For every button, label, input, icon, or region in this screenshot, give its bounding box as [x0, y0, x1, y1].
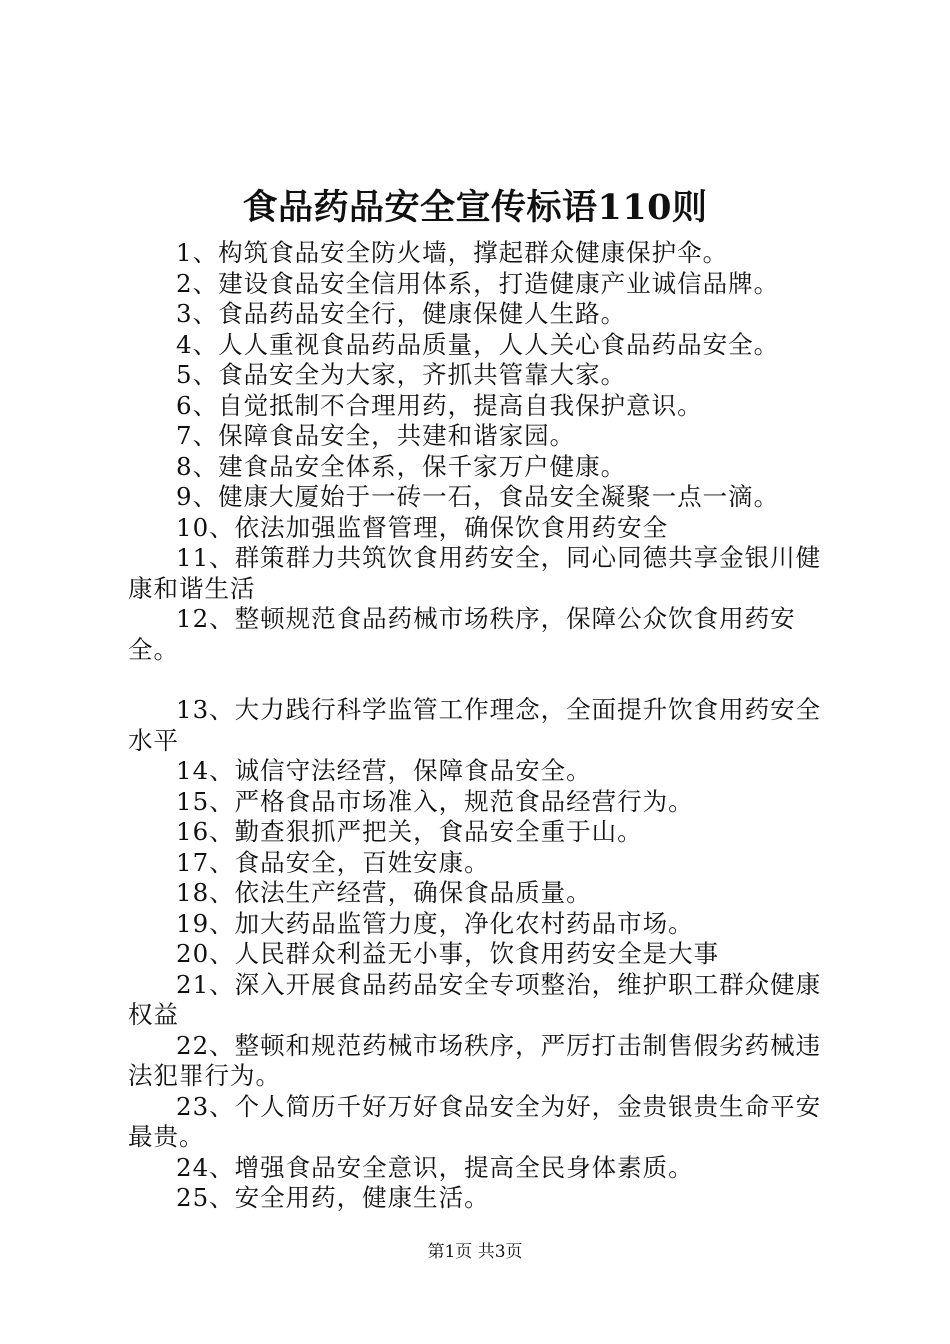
slogan-item: 19、加大药品监管力度，净化农村药品市场。 [176, 908, 694, 938]
slogan-item: 17、食品安全，百姓安康。 [176, 847, 490, 877]
slogan-item: 15、严格食品市场准入，规范食品经营行为。 [176, 786, 694, 816]
slogan-item: 7、保障食品安全，共建和谐家园。 [176, 421, 576, 450]
slogan-item: 6、自觉抵制不合理用药，提高自我保护意识。 [176, 390, 703, 420]
slogan-item: 14、诚信守法经营，保障食品安全。 [176, 756, 592, 785]
page-indicator: 第1页 共3页 [427, 1242, 523, 1262]
slogan-list [128, 238, 838, 1214]
slogan-item: 1、构筑食品安全防火墙，撑起群众健康保护伞。 [176, 238, 729, 267]
slogan-item: 25、安全用药，健康生活。 [176, 1183, 490, 1212]
slogan-item: 10、依法加强监督管理，确保饮食用药安全 [176, 512, 669, 542]
slogan-item: 16、勤查狠抓严把关，食品安全重于山。 [176, 817, 643, 846]
slogan-item: 2、建设食品安全信用体系，打造健康产业诚信品牌。 [176, 268, 780, 298]
slogan-item: 22、整顿和规范药械市场秩序，严厉打击制售假劣药械违法犯罪行为。 [128, 1030, 822, 1090]
slogan-item: 8、建食品安全体系，保千家万户健康。 [176, 451, 627, 481]
slogan-item: 20、人民群众利益无小事，饮食用药安全是大事 [176, 939, 720, 968]
slogan-item: 12、整顿规范食品药械市场秩序，保障公众饮食用药安全。 [128, 604, 796, 664]
slogan-item: 13、大力践行科学监管工作理念，全面提升饮食用药安全水平 [128, 695, 822, 755]
slogan-item: 5、食品安全为大家，齐抓共管靠大家。 [176, 360, 627, 389]
slogan-item: 24、增强食品安全意识，提高全民身体素质。 [176, 1152, 694, 1182]
page-title: 食品药品安全宣传标语110则 [242, 187, 708, 228]
slogan-item: 3、食品药品安全行，健康保健人生路。 [176, 299, 627, 328]
slogan-item: 4、人人重视食品药品质量，人人关心食品药品安全。 [176, 329, 780, 359]
slogan-item: 18、依法生产经营，确保食品质量。 [176, 878, 592, 907]
slogan-item: 23、个人简历千好万好食品安全为好，金贵银贵生命平安最贵。 [128, 1091, 822, 1151]
slogan-item: 9、健康大厦始于一砖一石，食品安全凝聚一点一滴。 [176, 482, 780, 511]
slogan-item: 21、深入开展食品药品安全专项整治，维护职工群众健康权益 [128, 969, 822, 1029]
slogan-item: 11、群策群力共筑饮食用药安全，同心同德共享金银川健康和谐生活 [128, 543, 822, 603]
